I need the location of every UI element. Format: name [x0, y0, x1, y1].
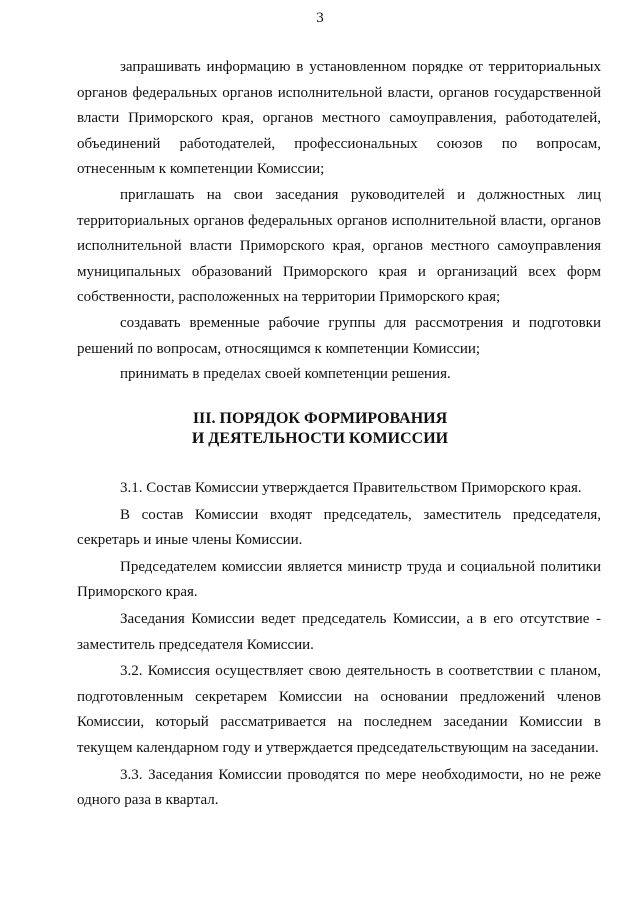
- section-heading-line-2: И ДЕЯТЕЛЬНОСТИ КОМИССИИ: [191, 430, 449, 447]
- paragraph-3-3: 3.3. Заседания Комиссии проводятся по мере необходимости, но не реже одного раза в квартал.: [77, 766, 601, 809]
- paragraph-composition: В состав Комиссии входят председатель, заместитель председателя, секретарь и иные члены Комиссии.: [77, 506, 601, 549]
- paragraph-meetings-led: Заседания Комиссии ведет председатель Комиссии, а в его отсутствие - заместитель председателя Комиссии.: [77, 610, 601, 653]
- paragraph-request-information: запрашивать информацию в установленном порядке от территориальных органов федеральных органов исполнительной власти, органов государственной власти Приморского края, органов местного самоуправления, работодателей, объединений работодателей, профессиональных союзов по вопросам, отнесенным к компетенции Комиссии;: [77, 59, 601, 178]
- section-heading-line-1: III. ПОРЯДОК ФОРМИРОВАНИЯ: [192, 410, 448, 427]
- paragraph-invite-officials: приглашать на свои заседания руководителей и должностных лиц территориальных органов федеральных органов исполнительной власти, органов исполнительной власти Приморского края, органов местного самоуправления муниципальных образований Приморского края и организаций всех форм собственности, расположенных на территории Приморского края;: [77, 186, 601, 306]
- page-number: 3: [316, 10, 324, 26]
- powers-list: [77, 55, 601, 388]
- paragraph-create-working-groups: создавать временные рабочие группы для рассмотрения и подготовки решений по вопросам, относящимся к компетенции Комиссии;: [77, 314, 601, 357]
- section-heading: [0, 409, 640, 449]
- paragraph-make-decisions: принимать в пределах своей компетенции решения.: [120, 366, 451, 383]
- section-body: [77, 476, 601, 814]
- paragraph-3-2: 3.2. Комиссия осуществляет свою деятельность в соответствии с планом, подготовленным секретарем Комиссии на основании предложений членов Комиссии, который рассматривается на последнем заседании Комиссии в текущем календарном году и утверждается председательствующим на заседании.: [77, 663, 601, 756]
- paragraph-3-1: 3.1. Состав Комиссии утверждается Правительством Приморского края.: [120, 480, 582, 496]
- paragraph-chairman: Председателем комиссии является министр труда и социальной политики Приморского края.: [77, 558, 601, 601]
